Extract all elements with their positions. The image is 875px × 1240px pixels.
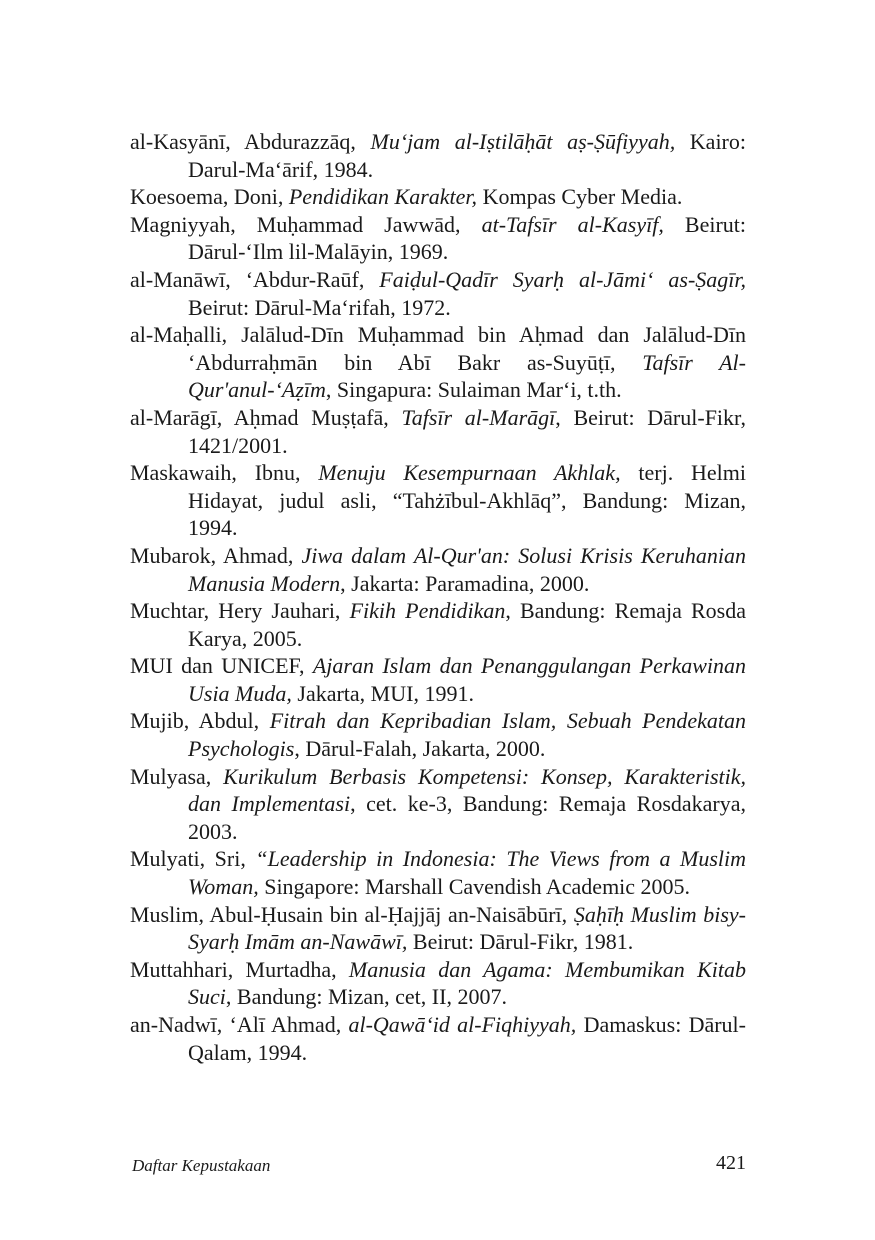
bibliography-entry <box>130 845 746 900</box>
entry-publication: Kompas Cyber Media. <box>477 184 683 210</box>
entry-author: MUI dan UNICEF, <box>130 653 313 679</box>
entry-title: Kurikulum Berbasis Kompetensi: Konsep, Karakteristik, dan Implementasi <box>188 763 747 817</box>
entry-author: Magniyyah, Muḥammad Jawwād, <box>130 211 482 237</box>
entry-publication: Jakarta, MUI, 1991. <box>291 680 474 706</box>
entry-title: Ṣaḥīḥ Muslim bisy-Syarḥ Imām an-Nawāwī, <box>188 901 746 955</box>
entry-author: an-Nadwī, ‘Alī Ahmad, <box>130 1012 349 1037</box>
entry-title: Fikih Pendidikan <box>349 598 506 624</box>
bibliography-entry <box>130 266 746 321</box>
entry-title: Tafsīr al-Marāgī <box>401 404 556 430</box>
entry-publication: Beirut: Dārul-‘Ilm lil-Malāyin, 1969. <box>188 211 746 265</box>
entry-title: “Leadership in Indonesia: The Views from a Muslim Woman, <box>188 846 746 900</box>
entry-publication: , cet. ke-3, Bandung: Remaja Rosdakarya, 2003. <box>188 791 746 844</box>
entry-publication: terj. Helmi Hidayat, judul asli, “Tahżībul-Akhlāq”, Bandung: Mizan, 1994. <box>188 460 746 541</box>
entry-title: Mu‘jam al-Iṣtilāḥāt aṣ-Ṣūfiyyah, <box>370 129 676 154</box>
entry-title: at-Tafsīr al-Kasyīf, <box>481 211 664 237</box>
bibliography-entry <box>130 321 746 404</box>
entry-author: Muttahhari, Murtadha, <box>130 956 349 982</box>
entry-publication: , Beirut: Dārul-Fikr, 1421/2001. <box>188 404 746 458</box>
page-footer <box>130 1154 746 1180</box>
entry-publication: Damaskus: Dārul-Qalam, 1994. <box>188 1012 746 1065</box>
entry-author: Maskawaih, Ibnu, <box>130 460 319 486</box>
bibliography-entry <box>130 459 746 542</box>
page-number: 421 <box>716 1152 746 1174</box>
entry-publication: , Jakarta: Paramadina, 2000. <box>340 570 590 596</box>
entry-author: Muchtar, Hery Jauhari, <box>130 598 350 624</box>
bibliography-entry <box>130 901 746 956</box>
bibliography-entry <box>130 128 746 183</box>
entry-author: al-Kasyānī, Abdurazzāq, <box>130 129 371 154</box>
entry-title: Ajaran Islam dan Penanggulangan Perkawinan Usia Muda, <box>188 653 746 706</box>
bibliography-entry <box>130 404 746 459</box>
entry-publication: , Bandung: Remaja Rosda Karya, 2005. <box>188 598 747 651</box>
entry-title: Menuju Kesempurnaan Akhlak, <box>318 460 621 486</box>
bibliography-entry <box>130 211 746 266</box>
entry-publication: , Dārul-Falah, Jakarta, 2000. <box>294 736 546 762</box>
entry-publication: , Singapura: Sulaiman Mar‘i, t.th. <box>325 377 622 403</box>
running-footer-title: Daftar Kepustakaan <box>132 1156 271 1175</box>
entry-title: Jiwa dalam Al-Qur'an: Solusi Krisis Keruhanian Manusia Modern <box>188 542 746 596</box>
entry-publication: Kairo: Darul-Ma‘ārif, 1984. <box>188 129 746 182</box>
bibliography-entry <box>130 652 746 707</box>
entry-author: Mulyati, Sri, <box>130 846 256 872</box>
bibliography-entry <box>130 956 746 1011</box>
entry-author: Mujib, Abdul, <box>130 708 270 734</box>
entry-title: Fitrah dan Kepribadian Islam, Sebuah Pendekatan Psychologis <box>188 708 746 762</box>
entry-title: Faiḍul-Qadīr Syarḥ al-Jāmi‘ as-Ṣagīr, <box>379 266 747 292</box>
bibliography-entry <box>130 763 746 846</box>
entry-publication: Beirut: Dārul-Ma‘rifah, 1972. <box>188 294 451 320</box>
entry-title: al-Qawā‘id al-Fiqhiyyah, <box>348 1012 577 1037</box>
entry-title: Pendidikan Karakter, <box>288 184 478 210</box>
entry-author: al-Manāwī, ‘Abdur-Raūf, <box>130 266 380 292</box>
bibliography-entry <box>130 1011 746 1066</box>
entry-publication: Singapore: Marshall Cavendish Academic 2005. <box>258 874 691 900</box>
entry-author: al-Marāgī, Aḥmad Muṣṭafā, <box>130 404 402 430</box>
entry-author: Mubarok, Ahmad, <box>130 542 302 568</box>
entry-title: Tafsīr Al-Qur'anul-‘Aẓīm <box>188 349 746 403</box>
entry-author: Koesoema, Doni, <box>130 184 289 210</box>
bibliography-entry <box>130 597 746 652</box>
bibliography-list <box>130 128 746 1066</box>
entry-author: Mulyasa, <box>130 763 224 789</box>
bibliography-entry <box>130 707 746 762</box>
bibliography-entry <box>130 183 746 211</box>
entry-publication: , Bandung: Mizan, cet, II, 2007. <box>225 984 507 1010</box>
entry-author: al-Maḥalli, Jalālud-Dīn Muḥammad bin Aḥmad dan Jalālud-Dīn ‘Abdurraḥmān bin Abī Bakr as-Suyūṭī, <box>130 322 746 375</box>
entry-title: Manusia dan Agama: Membumikan Kitab Suci <box>188 956 746 1010</box>
entry-publication: Beirut: Dārul-Fikr, 1981. <box>407 929 634 955</box>
entry-author: Muslim, Abul-Ḥusain bin al-Ḥajjāj an-Naisābūrī, <box>130 901 574 927</box>
bibliography-entry <box>130 542 746 597</box>
